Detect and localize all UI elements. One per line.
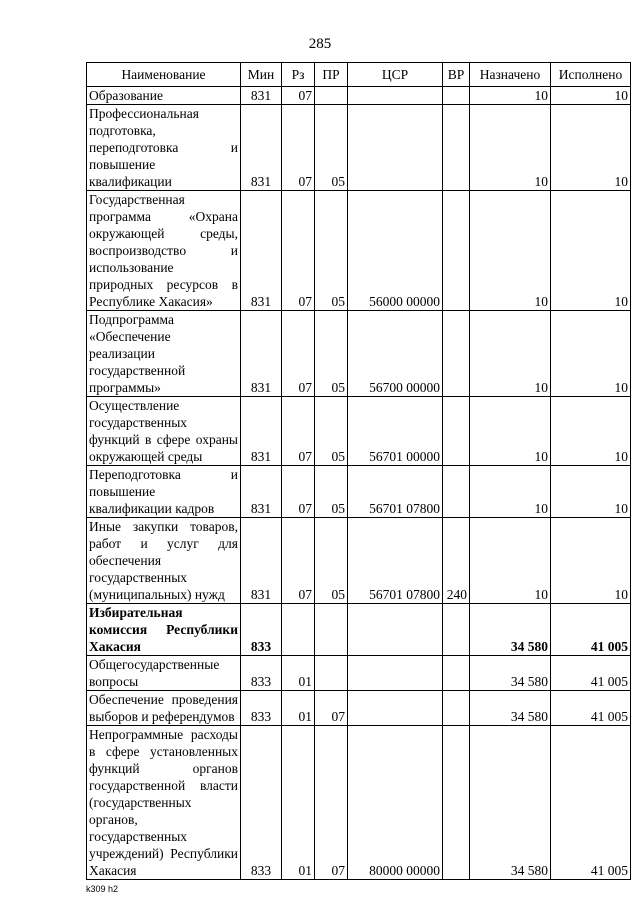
cell-assigned: 10 <box>470 105 551 191</box>
cell-pr <box>315 604 348 656</box>
cell-executed: 41 005 <box>551 604 631 656</box>
cell-csr: 56701 07800 <box>348 466 443 518</box>
table-row <box>87 691 631 726</box>
cell-executed: 10 <box>551 311 631 397</box>
cell-min: 831 <box>241 518 282 604</box>
cell-pr: 05 <box>315 105 348 191</box>
cell-rz: 07 <box>282 466 315 518</box>
header-assigned: Назначено <box>470 63 551 87</box>
cell-pr: 05 <box>315 311 348 397</box>
cell-assigned: 34 580 <box>470 656 551 691</box>
cell-assigned: 34 580 <box>470 726 551 880</box>
cell-rz: 07 <box>282 191 315 311</box>
table-row <box>87 518 631 604</box>
cell-pr: 05 <box>315 518 348 604</box>
cell-name: Подпрограмма «Обеспечение реализации государственной программы» <box>87 311 241 397</box>
cell-pr: 05 <box>315 466 348 518</box>
cell-csr: 56000 00000 <box>348 191 443 311</box>
table-row <box>87 87 631 105</box>
cell-name: Избирательная комиссия Республики Хакасия <box>87 604 241 656</box>
cell-min: 833 <box>241 691 282 726</box>
cell-name: Образование <box>87 87 241 105</box>
page-number: 285 <box>308 36 332 52</box>
cell-vr <box>443 466 470 518</box>
cell-pr <box>315 87 348 105</box>
cell-min: 831 <box>241 397 282 466</box>
cell-rz: 01 <box>282 726 315 880</box>
cell-assigned: 10 <box>470 191 551 311</box>
table-row <box>87 105 631 191</box>
cell-pr: 07 <box>315 726 348 880</box>
cell-name: Переподготовка и повышение квалификации кадров <box>87 466 241 518</box>
cell-min: 831 <box>241 105 282 191</box>
cell-vr <box>443 311 470 397</box>
cell-rz: 07 <box>282 87 315 105</box>
cell-min: 831 <box>241 466 282 518</box>
cell-vr <box>443 604 470 656</box>
cell-executed: 10 <box>551 397 631 466</box>
cell-executed: 41 005 <box>551 726 631 880</box>
cell-name: Государственная программа «Охрана окружающей среды, воспроизводство и использование природных ресурсов в Республике Хакасия» <box>87 191 241 311</box>
header-executed: Исполнено <box>551 63 631 87</box>
cell-pr <box>315 656 348 691</box>
cell-csr <box>348 604 443 656</box>
header-rz: Рз <box>282 63 315 87</box>
header-name: Наименование <box>87 63 241 87</box>
cell-vr <box>443 691 470 726</box>
cell-csr: 56701 00000 <box>348 397 443 466</box>
table-row <box>87 397 631 466</box>
cell-min: 831 <box>241 311 282 397</box>
cell-rz: 01 <box>282 656 315 691</box>
header-min: Мин <box>241 63 282 87</box>
cell-vr <box>443 726 470 880</box>
cell-executed: 10 <box>551 105 631 191</box>
cell-rz: 07 <box>282 397 315 466</box>
cell-assigned: 10 <box>470 466 551 518</box>
cell-executed: 10 <box>551 518 631 604</box>
cell-executed: 41 005 <box>551 656 631 691</box>
cell-csr <box>348 87 443 105</box>
cell-name: Обеспечение проведения выборов и референдумов <box>87 691 241 726</box>
table-row <box>87 311 631 397</box>
cell-csr <box>348 105 443 191</box>
cell-csr: 56701 07800 <box>348 518 443 604</box>
cell-min: 831 <box>241 87 282 105</box>
cell-assigned: 34 580 <box>470 604 551 656</box>
cell-vr <box>443 87 470 105</box>
table-body <box>87 87 631 880</box>
cell-pr: 07 <box>315 691 348 726</box>
cell-assigned: 10 <box>470 311 551 397</box>
cell-rz: 01 <box>282 691 315 726</box>
table-row <box>87 726 631 880</box>
cell-assigned: 34 580 <box>470 691 551 726</box>
cell-csr: 80000 00000 <box>348 726 443 880</box>
budget-table <box>86 62 631 880</box>
cell-rz: 07 <box>282 311 315 397</box>
cell-min: 831 <box>241 191 282 311</box>
cell-vr: 240 <box>443 518 470 604</box>
table-header-row <box>87 63 631 87</box>
header-pr: ПР <box>315 63 348 87</box>
table-row <box>87 466 631 518</box>
cell-pr: 05 <box>315 191 348 311</box>
cell-min: 833 <box>241 604 282 656</box>
cell-min: 833 <box>241 656 282 691</box>
cell-name: Профессиональная подготовка, переподготовка и повышение квалификации <box>87 105 241 191</box>
cell-executed: 10 <box>551 87 631 105</box>
cell-csr <box>348 656 443 691</box>
table-row <box>87 656 631 691</box>
cell-vr <box>443 191 470 311</box>
cell-vr <box>443 656 470 691</box>
cell-executed: 10 <box>551 466 631 518</box>
cell-csr <box>348 691 443 726</box>
header-vr: ВР <box>443 63 470 87</box>
cell-rz <box>282 604 315 656</box>
cell-min: 833 <box>241 726 282 880</box>
table-row <box>87 604 631 656</box>
cell-pr: 05 <box>315 397 348 466</box>
cell-assigned: 10 <box>470 87 551 105</box>
cell-vr <box>443 105 470 191</box>
footer-code: k309 h2 <box>86 884 119 894</box>
cell-assigned: 10 <box>470 518 551 604</box>
cell-csr: 56700 00000 <box>348 311 443 397</box>
header-csr: ЦСР <box>348 63 443 87</box>
cell-rz: 07 <box>282 518 315 604</box>
cell-rz: 07 <box>282 105 315 191</box>
cell-vr <box>443 397 470 466</box>
table-row <box>87 191 631 311</box>
cell-executed: 41 005 <box>551 691 631 726</box>
cell-name: Общегосударственные вопросы <box>87 656 241 691</box>
cell-name: Иные закупки товаров, работ и услуг для обеспечения государственных (муниципальных) нужд <box>87 518 241 604</box>
cell-name: Осуществление государственных функций в сфере охраны окружающей среды <box>87 397 241 466</box>
cell-assigned: 10 <box>470 397 551 466</box>
cell-executed: 10 <box>551 191 631 311</box>
cell-name: Непрограммные расходы в сфере установленных функций органов государственной власти (государственных органов, государственных учреждений) Республики Хакасия <box>87 726 241 880</box>
